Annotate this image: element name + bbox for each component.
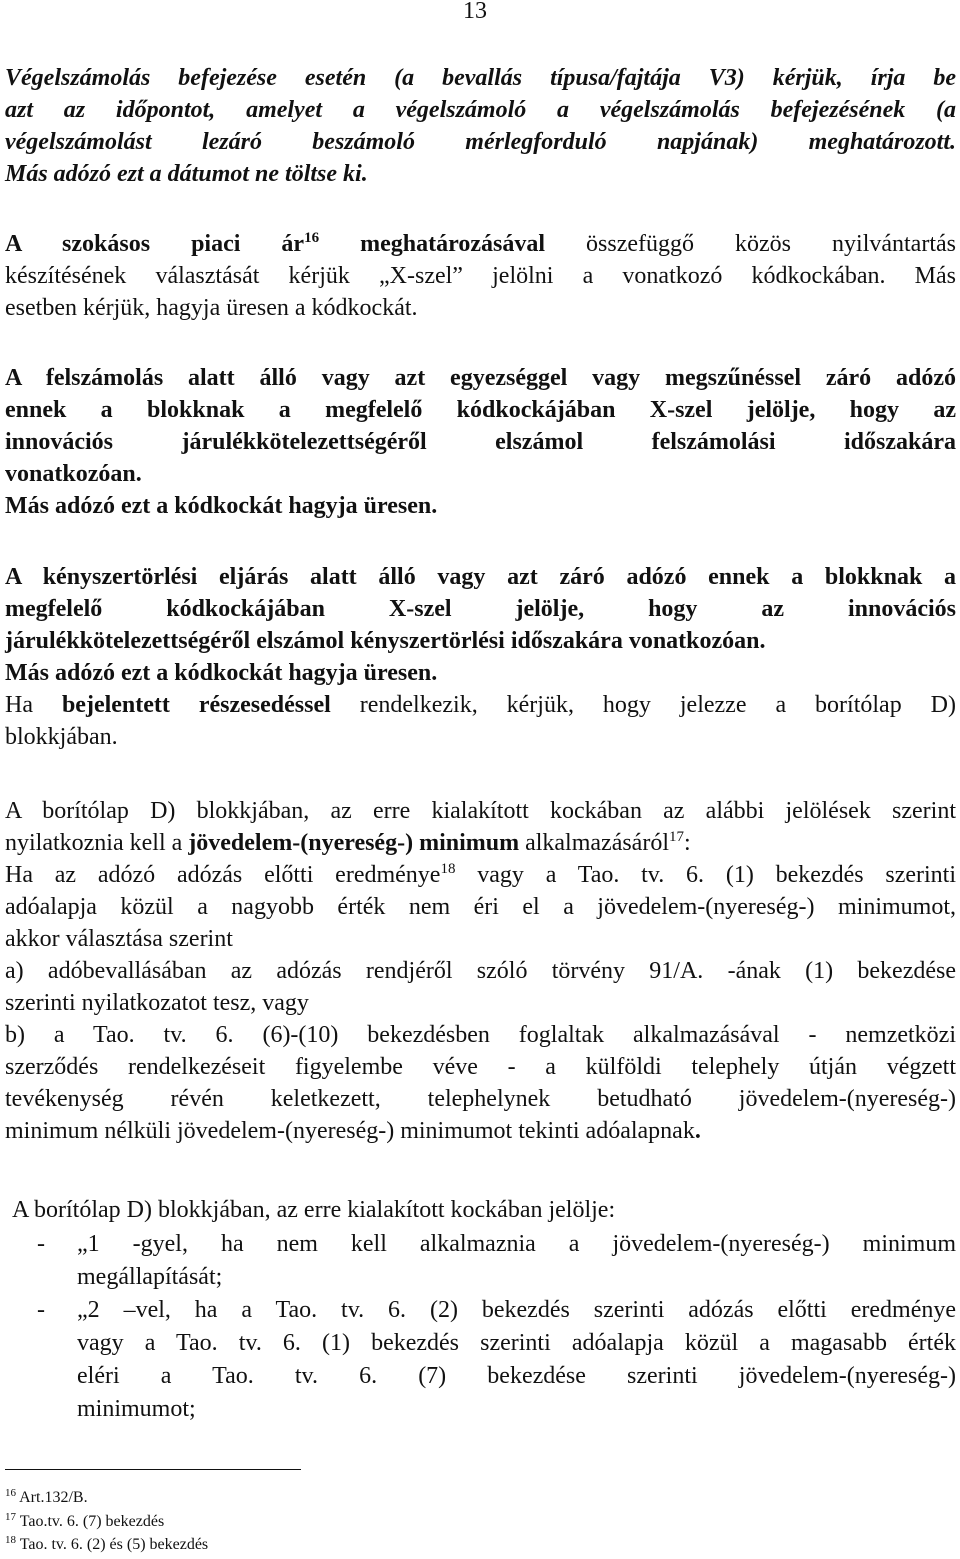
text-line: megállapítását; xyxy=(77,1264,223,1290)
paragraph-mark-intro xyxy=(12,1194,956,1226)
text-line: b) a Tao. tv. 6. (6)-(10) bekezdésben foglaltak alkalmazásával - nemzetközi xyxy=(5,1022,956,1048)
text-line: vonatkozóan. xyxy=(5,461,142,487)
text-line: azt az időpontot, amelyet a végelszámoló a végelszámolás befejezésének (a xyxy=(5,97,956,123)
text-line: A kényszertörlési eljárás alatt álló vagy azt záró adózó ennek a blokknak a xyxy=(5,564,956,590)
footnote-number: 16 xyxy=(5,1487,16,1499)
text-line: végelszámolást lezáró beszámoló mérlegforduló napjának) meghatározott. xyxy=(5,129,956,155)
footnote-ref-18: 18 xyxy=(440,861,456,877)
text-fragment: Ha xyxy=(5,692,62,718)
text-line: járulékkötelezettségéről elszámol kényszertörlési időszakára vonatkozóan. xyxy=(5,628,766,654)
text-fragment: . xyxy=(694,1118,701,1144)
paragraph-income-minimum xyxy=(5,795,956,1147)
text-line xyxy=(5,689,956,721)
text-line: A felszámolás alatt álló vagy azt egyezséggel vagy megszűnéssel záró adózó xyxy=(5,365,956,391)
text-line: Más adózó ezt a kódkockát hagyja üresen. xyxy=(5,493,438,519)
text-line xyxy=(5,228,956,260)
text-fragment: összefüggő közös nyilvántartás xyxy=(544,231,956,257)
footnote-ref-16: 16 xyxy=(304,230,320,246)
footnote-text: Tao.tv. 6. (7) bekezdés xyxy=(19,1513,165,1530)
footnote xyxy=(5,1512,164,1532)
market-price-term: A szokásos piaci ár xyxy=(5,231,305,257)
list-item xyxy=(37,1294,956,1426)
text-line: megfelelő kódkockájában X-szel jelölje, hogy az innovációs xyxy=(5,596,956,622)
text-line: eléri a Tao. tv. 6. (7) bekezdése szerinti jövedelem-(nyereség-) xyxy=(77,1363,956,1389)
text-line: A borítólap D) blokkjában, az erre kialakított kockában jelölje: xyxy=(12,1197,616,1223)
text-line: innovációs járulékkötelezettségéről elszámol felszámolási időszakára xyxy=(5,429,956,455)
footnote xyxy=(5,1535,208,1555)
text-line: ennek a blokknak a megfelelő kódkockájában X-szel jelölje, hogy az xyxy=(5,397,956,423)
footnote xyxy=(5,1488,88,1508)
text-fragment: : xyxy=(684,830,691,856)
paragraph-liquidation xyxy=(5,362,956,522)
text-line: szerződés rendelkezéseit figyelembe véve - a külföldi telephely útján végzett xyxy=(5,1054,956,1080)
footnote-text: Tao. tv. 6. (2) és (5) bekezdés xyxy=(19,1536,209,1553)
income-minimum-term: jövedelem-(nyereség-) minimum xyxy=(188,830,520,856)
text-line: készítésének választását kérjük „X-szel” jelölni a vonatkozó kódkockában. Más xyxy=(5,263,956,289)
footnote-number: 18 xyxy=(5,1534,16,1546)
determination-term: meghatározásával xyxy=(319,231,545,257)
list-dash: - xyxy=(37,1231,45,1257)
footnote-number: 17 xyxy=(5,1511,16,1523)
text-line: blokkjában. xyxy=(5,724,118,750)
text-line: esetben kérjük, hagyja üresen a kódkockát. xyxy=(5,295,418,321)
text-line: A borítólap D) blokkjában, az erre kialakított kockában az alábbi jelölések szerint xyxy=(5,798,956,824)
text-line: adóalapja közül a nagyobb érték nem éri el a jövedelem-(nyereség-) minimumot, xyxy=(5,894,956,920)
text-line: Végelszámolás befejezése esetén (a bevallás típusa/fajtája V3) kérjük, írja be xyxy=(5,65,956,91)
text-line xyxy=(5,1115,956,1147)
text-line: a) adóbevallásában az adózás rendjéről szóló törvény 91/A. -ának (1) bekezdése xyxy=(5,958,956,984)
footnote-ref-17: 17 xyxy=(669,829,684,845)
page-number: 13 xyxy=(463,0,487,24)
text-fragment: Ha az adózó adózás előtti eredménye xyxy=(5,862,441,888)
footnote-separator xyxy=(5,1469,301,1470)
footnote-text: Art.132/B. xyxy=(19,1489,88,1506)
text-line: akkor választása szerint xyxy=(5,926,233,952)
paragraph-market-price xyxy=(5,228,956,324)
declared-share-term: bejelentett részesedéssel xyxy=(61,692,331,718)
text-line: vagy a Tao. tv. 6. (1) bekezdés szerinti adóalapja közül a magasabb érték xyxy=(77,1330,956,1356)
text-line: szerinti nyilatkozatot tesz, vagy xyxy=(5,990,309,1016)
text-fragment: alkalmazásáról xyxy=(519,830,669,856)
text-fragment: vagy a Tao. tv. 6. (1) bekezdés szerinti xyxy=(455,862,956,888)
text-line: Más adózó ezt a dátumot ne töltse ki. xyxy=(5,161,368,187)
text-fragment: nyilatkoznia kell a xyxy=(5,830,189,856)
paragraph-final-settlement xyxy=(5,62,956,190)
text-fragment: minimum nélküli jövedelem-(nyereség-) minimumot tekinti adóalapnak xyxy=(5,1118,695,1144)
text-line: Más adózó ezt a kódkockát hagyja üresen. xyxy=(5,660,438,686)
text-line: „1 -gyel, ha nem kell alkalmaznia a jövedelem-(nyereség-) minimum xyxy=(77,1231,956,1257)
list-dash: - xyxy=(37,1297,45,1323)
text-line: tevékenység révén keletkezett, telephelynek betudható jövedelem-(nyereség-) xyxy=(5,1086,956,1112)
text-line: minimumot; xyxy=(77,1396,196,1422)
text-line xyxy=(5,859,956,891)
list-item xyxy=(37,1228,956,1294)
text-line: „2 –vel, ha a Tao. tv. 6. (2) bekezdés szerinti adózás előtti eredménye xyxy=(77,1297,956,1323)
text-fragment: rendelkezik, kérjük, hogy jelezze a borítólap D) xyxy=(330,692,956,718)
text-line xyxy=(5,827,956,859)
paragraph-forced-deletion xyxy=(5,561,956,753)
